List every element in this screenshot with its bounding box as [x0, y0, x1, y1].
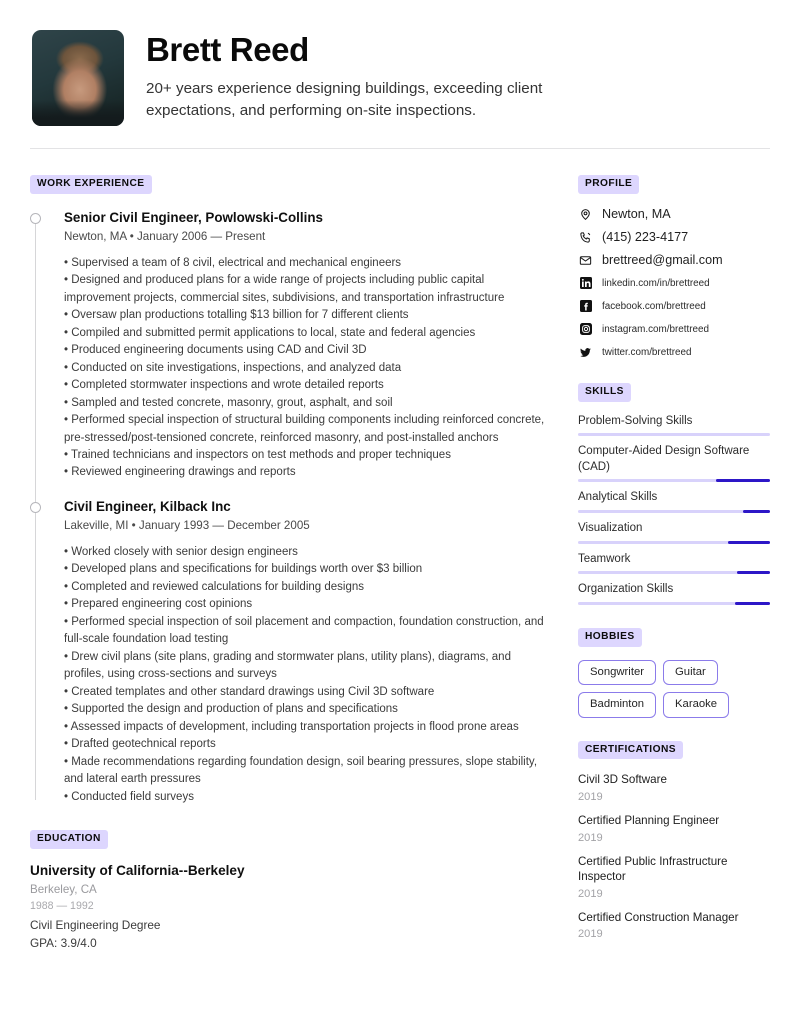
twitter-icon [578, 345, 593, 360]
section-badge-work-experience: WORK EXPERIENCE [30, 175, 152, 194]
main-column [30, 173, 552, 950]
contact-text: linkedin.com/in/brettreed [602, 277, 710, 289]
job-bullet-list [64, 544, 552, 806]
certification-name: Civil 3D Software [578, 773, 667, 787]
certification-item [578, 813, 770, 844]
job-bullet: • Developed plans and specifications for buildings worth over $3 billion [64, 563, 423, 576]
certification-list [578, 772, 770, 940]
content-columns [30, 149, 770, 950]
job-bullet-list [64, 255, 552, 482]
skill-item [578, 582, 770, 605]
certification-year: 2019 [578, 831, 603, 844]
contact-text: facebook.com/brettreed [602, 300, 706, 312]
job-bullet: • Drafted geotechnical reports [64, 738, 216, 751]
skill-level-bar [578, 433, 770, 436]
hobbies-section [578, 626, 770, 718]
contact-row[interactable] [578, 299, 770, 314]
section-badge-certifications: CERTIFICATIONS [578, 741, 683, 760]
skill-item [578, 521, 770, 544]
certification-name: Certified Planning Engineer [578, 814, 720, 827]
timeline-dot-icon [30, 213, 41, 224]
skill-list [578, 414, 770, 605]
contact-row[interactable] [578, 276, 770, 291]
job-bullet: • Oversaw plan productions totalling $13 billion for 7 different clients [64, 309, 409, 322]
job-list [30, 209, 552, 806]
contact-row[interactable] [578, 322, 770, 337]
profile-photo [32, 30, 124, 126]
skill-label: Analytical Skills [578, 491, 658, 504]
profile-summary: 20+ years experience designing buildings, exceeding client expectations, and performing on-site inspections. [146, 79, 543, 119]
hobby-chip-list [578, 660, 770, 718]
skill-item [578, 444, 770, 482]
job-bullet: • Created templates and other standard drawings using Civil 3D software [64, 685, 435, 698]
job-bullet: • Drew civil plans (site plans, grading and stormwater plans, utility plans), diagrams, and profiles, using cross-sections and surveys [64, 650, 511, 681]
skill-level-marker [743, 510, 770, 513]
skill-label: Computer-Aided Design Software (CAD) [578, 445, 750, 473]
job-bullet: • Sampled and tested concrete, masonry, grout, asphalt, and soil [64, 396, 393, 409]
sidebar-column [578, 173, 770, 950]
hobby-chip[interactable]: Karaoke [663, 692, 729, 718]
contact-text: instagram.com/brettreed [602, 323, 710, 335]
job-bullet: • Performed special inspection of structural building components including reinforced concrete, pre-stressed/post-tensioned concrete, reinforced masonry, and post-installed anchors [64, 414, 545, 444]
certification-item [578, 910, 770, 941]
education-years: 1988 — 1992 [30, 899, 94, 912]
job-bullet: • Supported the design and production of plans and specifications [64, 703, 398, 716]
skill-level-bar [578, 541, 770, 544]
skill-label: Organization Skills [578, 583, 674, 596]
skill-level-marker [735, 602, 770, 605]
education-school: University of California--Berkeley [30, 862, 245, 878]
education-gpa: GPA: 3.9/4.0 [30, 935, 97, 950]
certification-year: 2019 [578, 887, 603, 900]
skill-label: Visualization [578, 522, 643, 534]
contact-text: brettreed@gmail.com [602, 253, 723, 268]
envelope-icon [578, 253, 593, 268]
resume-header [30, 22, 770, 126]
timeline-dot-icon [30, 502, 41, 513]
header-text [146, 30, 636, 121]
job-bullet: • Completed stormwater inspections and wrote detailed reports [64, 379, 384, 392]
contact-row[interactable] [578, 345, 770, 360]
skill-level-marker [716, 479, 770, 482]
job-bullet: • Supervised a team of 8 civil, electrical and mechanical engineers [64, 256, 402, 269]
job-bullet: • Assessed impacts of development, including transportation projects in flood prone areas [64, 720, 519, 733]
job-bullet: • Worked closely with senior design engineers [64, 545, 298, 558]
contact-row[interactable] [578, 230, 770, 245]
job-meta: Newton, MA • January 2006 — Present [64, 230, 266, 244]
skill-level-marker [737, 571, 770, 574]
job-entry [30, 209, 552, 482]
skill-level-bar [578, 602, 770, 605]
section-badge-education: EDUCATION [30, 830, 108, 849]
skill-item [578, 490, 770, 513]
job-bullet: • Designed and produced plans for a wide range of projects including public capital improvement projects, commercial sites, subdivisions, and transportation infrastructure [64, 274, 505, 304]
skill-level-bar [578, 479, 770, 482]
contact-list [578, 207, 770, 360]
contact-text: (415) 223-4177 [602, 230, 689, 245]
certification-year: 2019 [578, 928, 603, 941]
certification-item [578, 854, 770, 900]
job-title: Civil Engineer, Kilback Inc [64, 498, 231, 514]
section-badge-skills: SKILLS [578, 383, 631, 402]
instagram-icon [578, 322, 593, 337]
education-location: Berkeley, CA [30, 882, 97, 896]
education-section [30, 828, 552, 950]
certifications-section [578, 739, 770, 940]
job-bullet: • Trained technicians and inspectors on test methods and proper techniques [64, 448, 451, 461]
certification-name: Certified Construction Manager [578, 910, 739, 924]
contact-text: Newton, MA [602, 207, 671, 222]
location-pin-icon [578, 207, 593, 222]
skill-item [578, 414, 770, 437]
education-entry [30, 863, 552, 950]
work-experience-timeline [30, 209, 552, 806]
skill-item [578, 552, 770, 575]
hobby-chip[interactable]: Songwriter [578, 660, 656, 686]
certification-name: Certified Public Infrastructure Inspector [578, 854, 728, 884]
section-badge-profile: PROFILE [578, 175, 639, 194]
job-meta: Lakeville, MI • January 1993 — December 2005 [64, 519, 310, 533]
facebook-icon [578, 299, 593, 314]
job-bullet: • Made recommendations regarding foundation design, soil bearing pressures, slope stability, and lateral earth pressures [64, 755, 538, 786]
job-bullet: • Conducted on site investigations, inspections, and analyzed data [64, 361, 402, 374]
job-entry [30, 498, 552, 806]
job-bullet: • Produced engineering documents using CAD and Civil 3D [64, 344, 367, 357]
skill-label: Teamwork [578, 552, 631, 565]
job-bullet: • Compiled and submitted permit applications to local, state and federal agencies [64, 326, 476, 339]
skill-label: Problem-Solving Skills [578, 414, 693, 427]
contact-row[interactable] [578, 253, 770, 268]
linkedin-icon [578, 276, 593, 291]
skill-level-bar [578, 510, 770, 513]
certification-item [578, 772, 770, 803]
job-bullet: • Completed and reviewed calculations for building designs [64, 580, 365, 593]
job-bullet: • Performed special inspection of soil placement and compaction, foundation construction, and full-scale foundation load testing [64, 615, 544, 646]
phone-icon [578, 230, 593, 245]
contact-text: twitter.com/brettreed [602, 346, 692, 358]
section-badge-hobbies: HOBBIES [578, 628, 642, 647]
job-bullet: • Prepared engineering cost opinions [64, 598, 253, 611]
page-title: Brett Reed [146, 31, 309, 68]
job-title: Senior Civil Engineer, Powlowski-Collins [64, 209, 323, 225]
skills-section [578, 381, 770, 605]
certification-year: 2019 [578, 791, 603, 803]
profile-section [578, 173, 770, 360]
education-degree: Civil Engineering Degree [30, 917, 161, 932]
hobby-chip[interactable]: Guitar [663, 660, 718, 686]
skill-level-marker [728, 541, 770, 544]
contact-row[interactable] [578, 207, 770, 222]
hobby-chip[interactable]: Badminton [578, 692, 656, 718]
job-bullet: • Reviewed engineering drawings and reports [64, 466, 296, 479]
job-bullet: • Conducted field surveys [64, 790, 194, 803]
skill-level-bar [578, 571, 770, 574]
